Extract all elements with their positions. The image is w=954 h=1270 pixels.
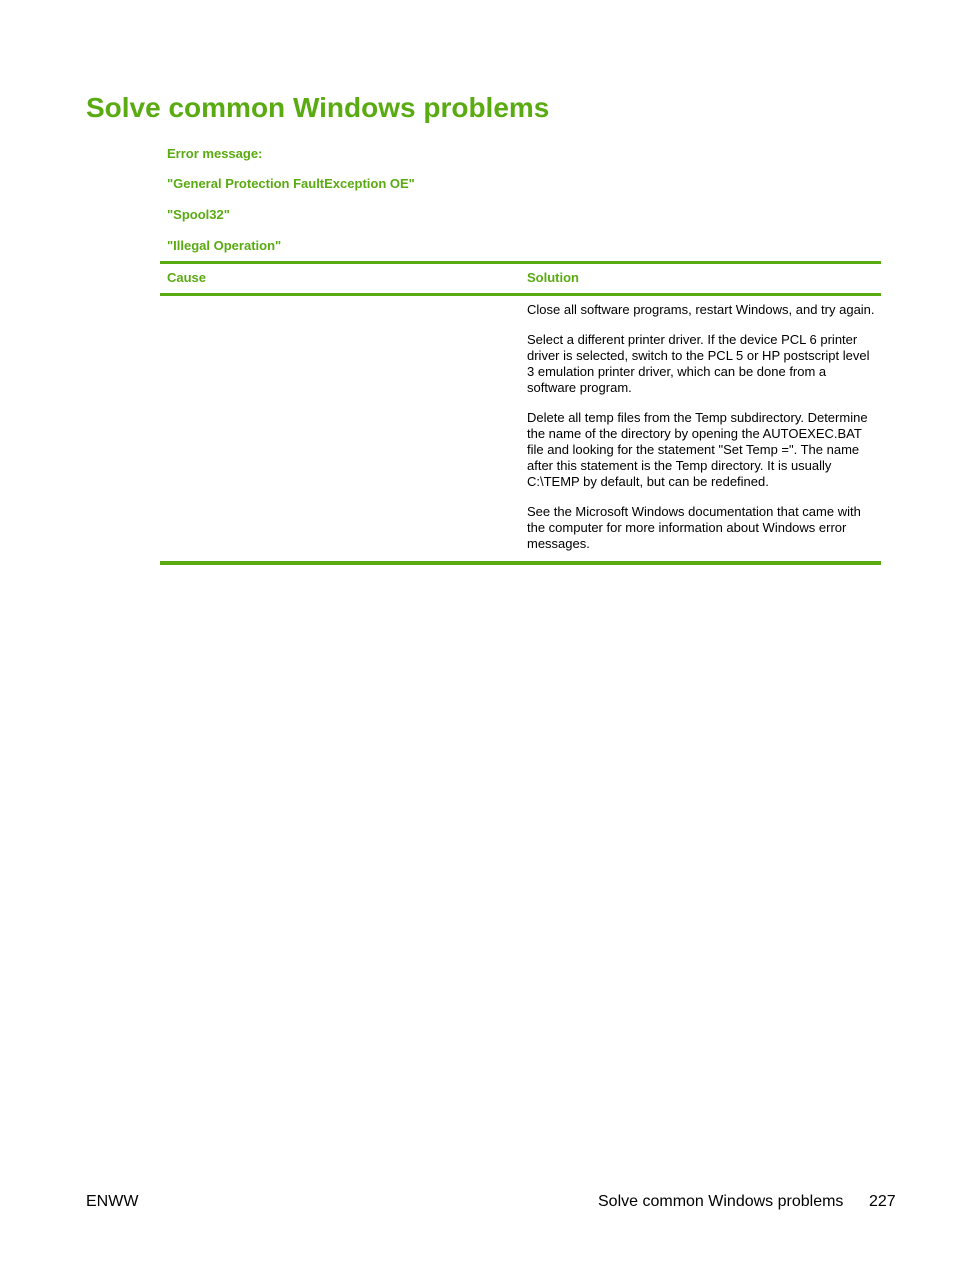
table-bottom-rule <box>160 561 881 565</box>
solution-paragraph: See the Microsoft Windows documentation that came with the computer for more information about Windows error messages. <box>527 504 861 551</box>
page-title: Solve common Windows problems <box>86 92 550 123</box>
solution-paragraph: Delete all temp files from the Temp subdirectory. Determine the name of the directory by opening the AUTOEXEC.BAT file and looking for the statement "Set Temp =". The name after this statement is the Temp directory. It is usually C:\TEMP by default, but can be redefined. <box>527 410 868 489</box>
error-message-item: "Spool32" <box>167 207 230 222</box>
error-message-label: Error message: <box>167 146 263 161</box>
error-message-item: "General Protection FaultException OE" <box>167 176 415 191</box>
error-message-item: "Illegal Operation" <box>167 238 282 253</box>
solution-paragraph: Close all software programs, restart Windows, and try again. <box>527 302 875 317</box>
footer-section-title: Solve common Windows problems <box>598 1193 844 1210</box>
footer-left-label: ENWW <box>86 1193 139 1210</box>
table-header-solution: Solution <box>527 270 579 285</box>
table-header-rule <box>160 293 881 296</box>
table-top-rule <box>160 261 881 264</box>
footer-page-number: 227 <box>869 1193 896 1210</box>
solution-paragraph: Select a different printer driver. If the device PCL 6 printer driver is selected, switch to the PCL 5 or HP postscript level 3 emulation printer driver, which can be done from a software program. <box>527 332 870 395</box>
table-header-cause: Cause <box>167 270 207 285</box>
solution-cell <box>527 302 877 566</box>
